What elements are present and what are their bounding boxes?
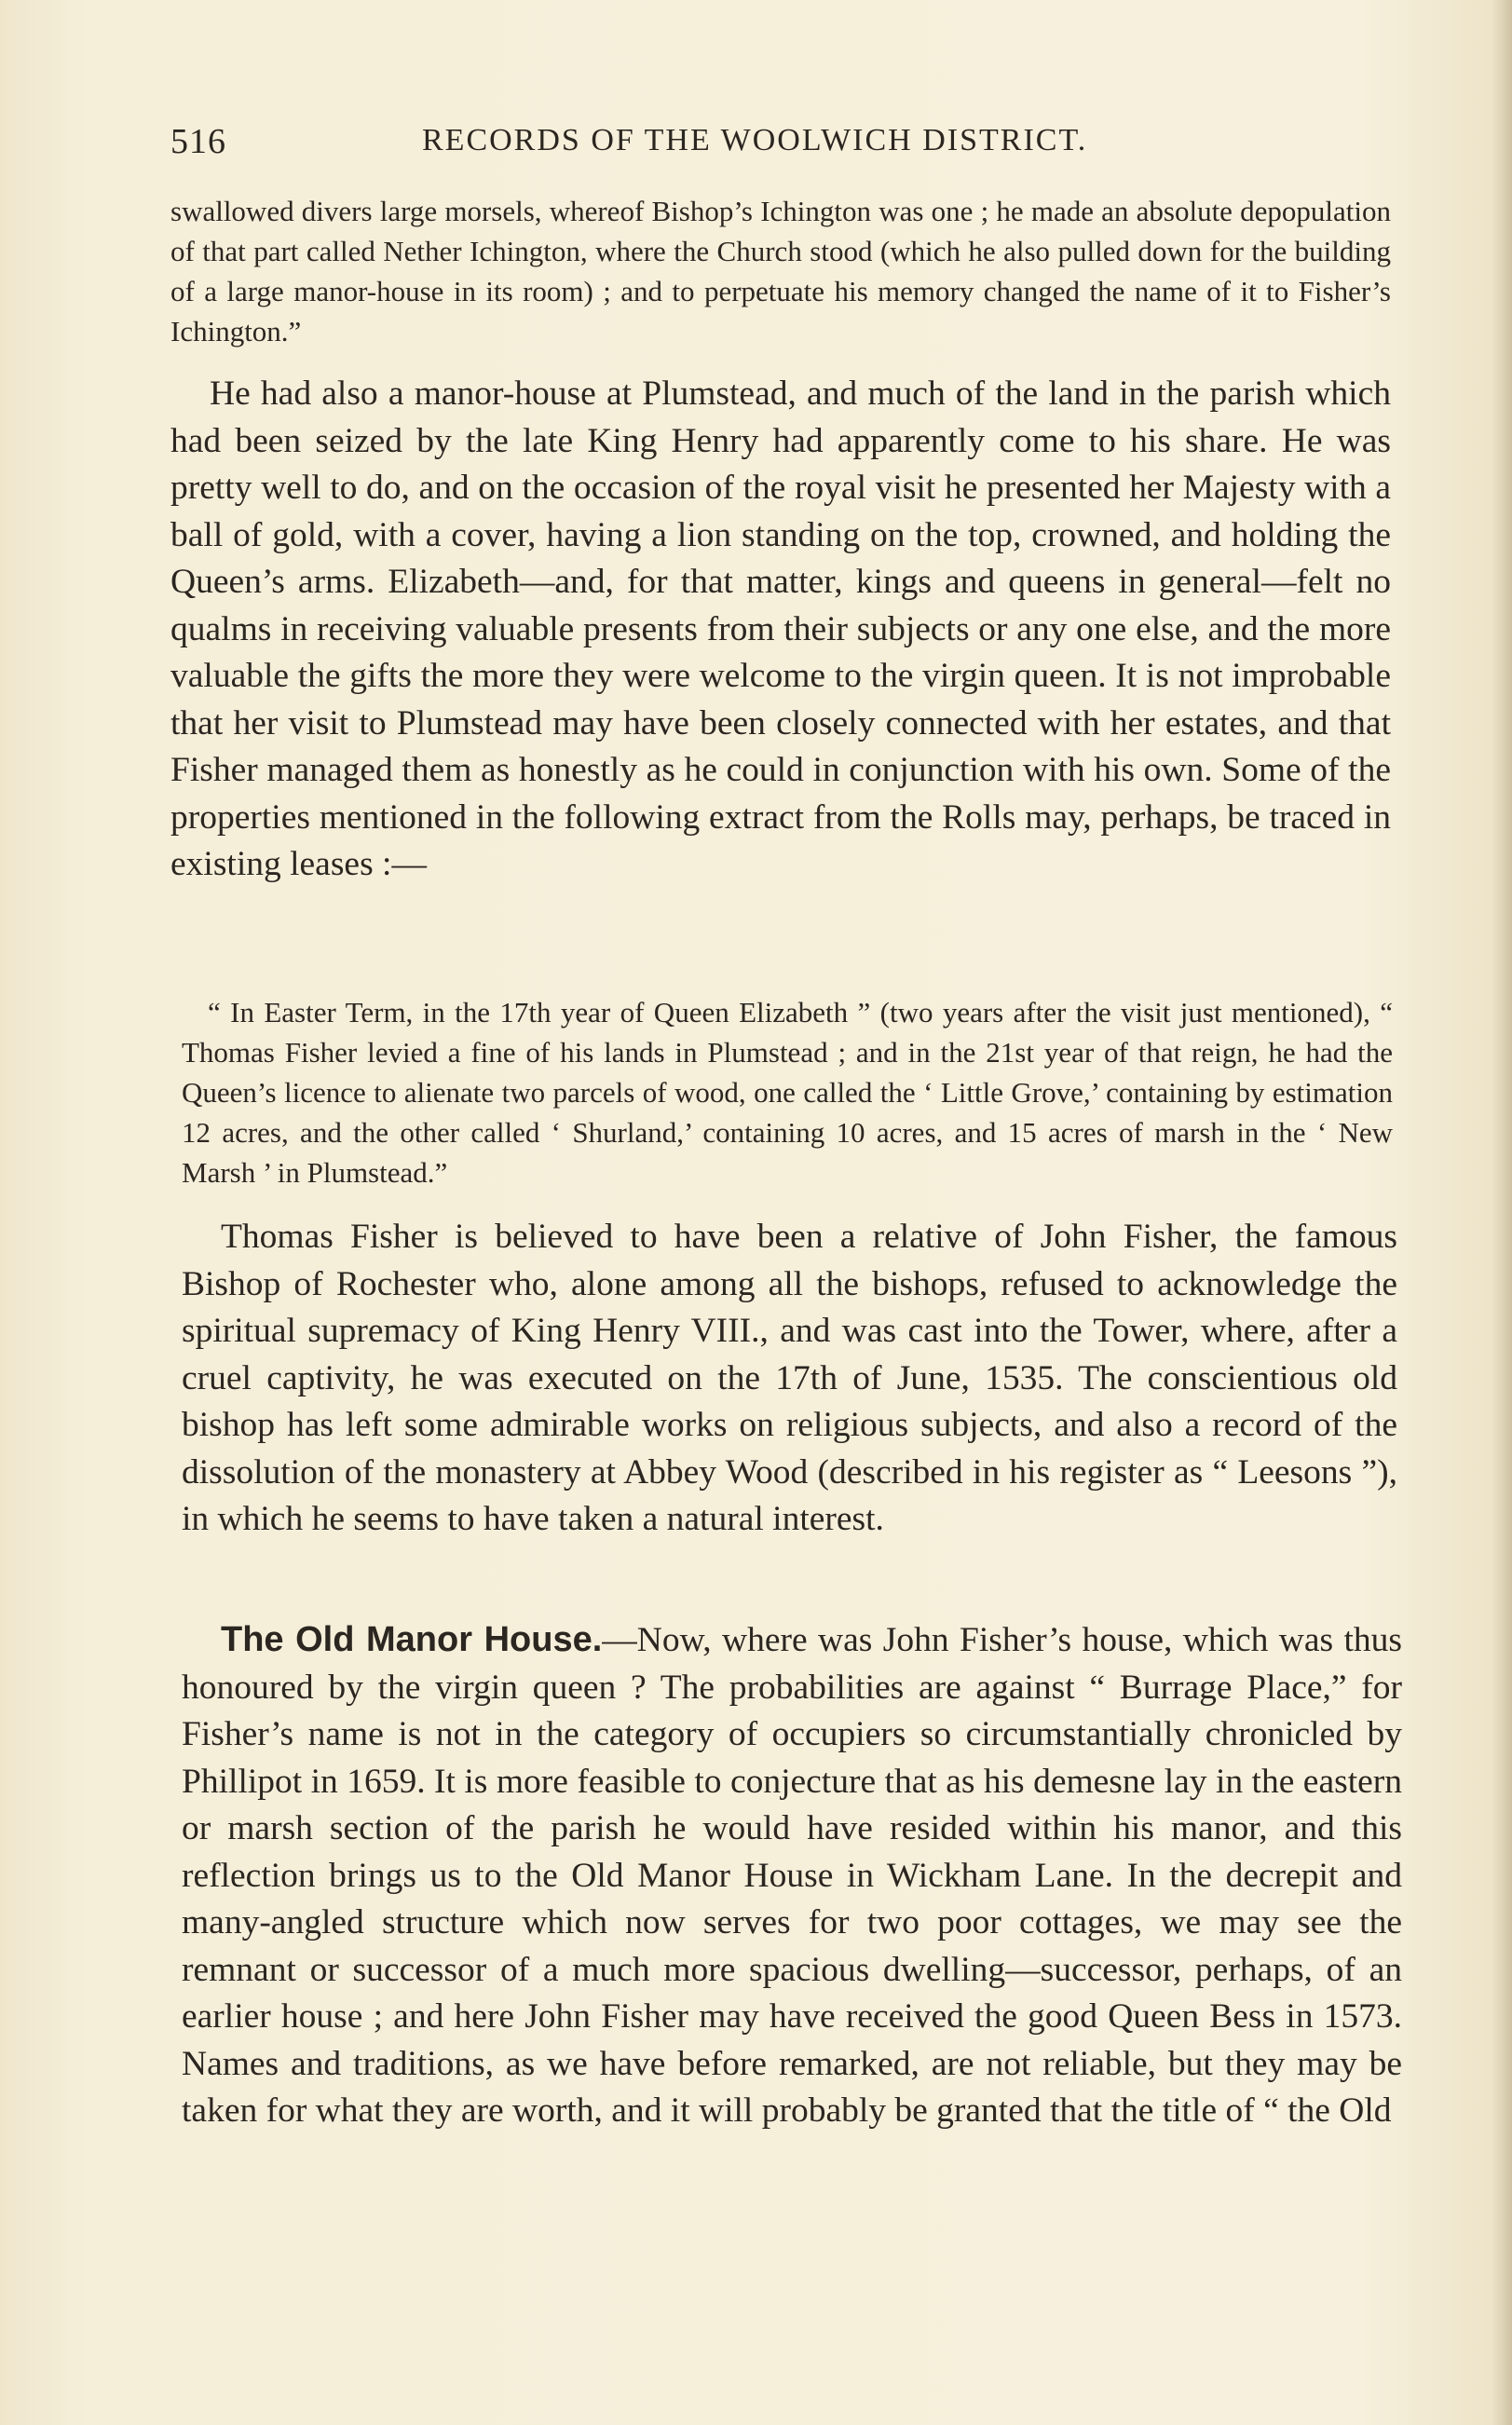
section-old-manor-house xyxy=(182,1616,1402,2135)
paragraph-text: He had also a manor-house at Plumstead, and much of the land in the parish which had been seized by the late King Henry had apparently come to his share. He was pretty well to do, and on the occasion of the royal visit he presented her Majesty with a ball of gold, with a cover, having a lion standing on the top, crowned, and holding the Queen’s arms. Elizabeth—and, for that matter, kings and queens in general—felt no qualms in receiving valuable presents from their subjects or any one else, and the more valuable the gifts the more they were welcome to the virgin queen. It is not improbable that her visit to Plumstead may have been closely connected with her estates, and that Fisher managed them as honestly as he could in conjunction with his own. Some of the properties mentioned in the following extract from the Rolls may, perhaps, be traced in existing leases :— xyxy=(170,375,1391,883)
paragraph-plumstead-manor xyxy=(170,371,1391,889)
quotation-top: swallowed divers large morsels, whereof Bishop’s Ichington was one ; he made an absolute depopulation of that part called Nether Ichington, where the Church stood (which he also pulled down for the building of a large manor-house in its room) ; and to perpetuate his memory changed the name of it to Fisher’s Ichington.” xyxy=(170,195,1391,347)
page-number: 516 xyxy=(170,122,226,161)
quotation-rolls-extract xyxy=(182,992,1393,1192)
page-edge-shadow xyxy=(1492,0,1512,2425)
paragraph-thomas-fisher xyxy=(182,1214,1397,1544)
paragraph-text: Thomas Fisher is believed to have been a relative of John Fisher, the famous Bishop of Rochester who, alone among all the bishops, refused to acknowledge the spiritual supremacy of King Henry VIII., and was cast into the Tower, where, after a cruel captivity, he was executed on the 17th of June, 1535. The conscientious old bishop has left some admirable works on religious subjects, and also a record of the dissolution of the monastery at Abbey Wood (described in his register as “ Leesons ”), in which he seems to have taken a natural interest. xyxy=(182,1218,1397,1538)
section-paragraph xyxy=(182,1616,1402,2135)
section-text: —Now, where was John Fisher’s house, which was thus honoured by the virgin queen ? The probabilities are against “ Burrage Place,” for Fisher’s name is not in the category of occupiers so circumstantially chronicled by Phillipot in 1659. It is more feasible to conjecture that as his demesne lay in the eastern or marsh section of the parish he would have resided within his manor, and this reflection brings us to the Old Manor House in Wickham Lane. In the decrepit and many-angled structure which now serves for two poor cottages, we may see the remnant or successor of a much more spacious dwelling—successor, perhaps, of an earlier house ; and here John Fisher may have received the good Queen Bess in 1573. Names and traditions, as we have before remarked, are not reliable, but they may be taken for what they are worth, and it will probably be granted that the title of “ the Old xyxy=(182,1621,1403,2130)
running-head-title: RECORDS OF THE WOOLWICH DISTRICT. xyxy=(422,123,1088,157)
running-head xyxy=(170,121,1400,168)
quotation-text: “ In Easter Term, in the 17th year of Queen Elizabeth ” (two years after the visit just mentioned), “ Thomas Fisher levied a fine of his lands in Plumstead ; and in the 21st year of that reign, he had the Queen’s licence to alienate two parcels of wood, one called the ‘ Little Grove,’ containing by estimation 12 acres, and the other called ‘ Shurland,’ containing 10 acres, and 15 acres of marsh in the ‘ New Marsh ’ in Plumstead.” xyxy=(182,996,1393,1189)
section-heading: The Old Manor House. xyxy=(221,1620,603,1659)
